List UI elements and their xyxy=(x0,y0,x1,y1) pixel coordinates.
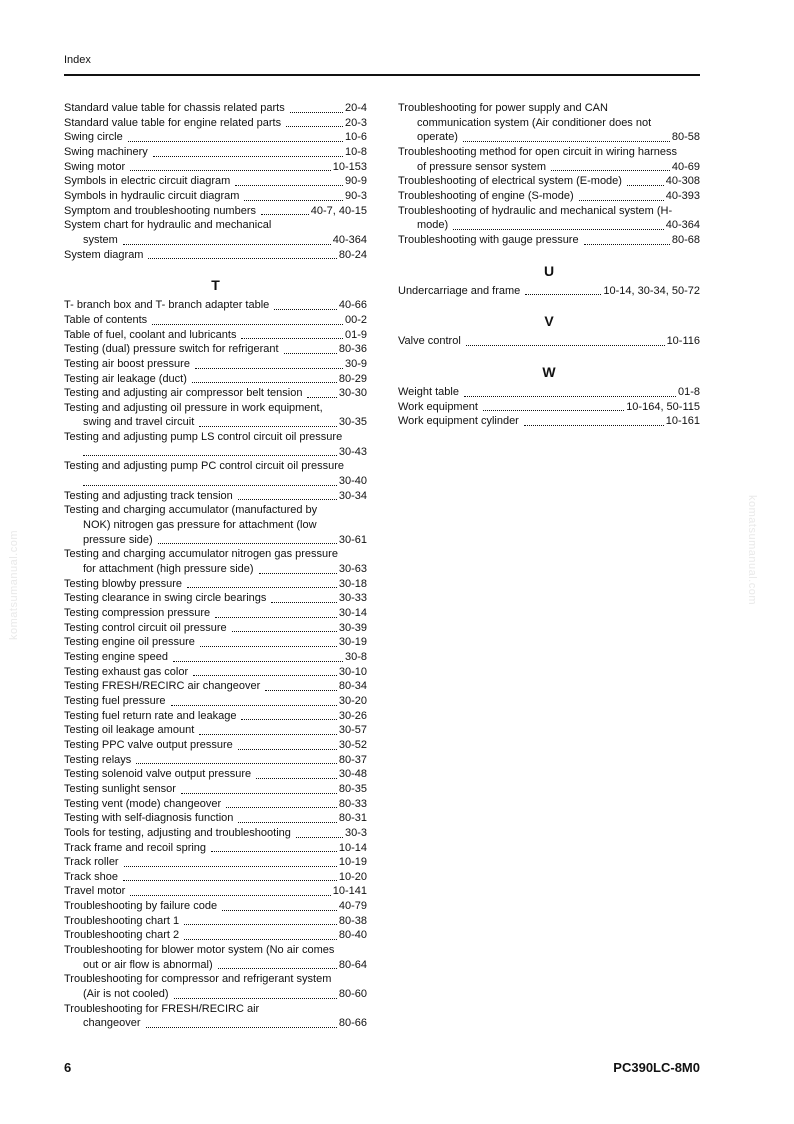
index-page-ref: 40-79 xyxy=(338,900,367,913)
index-entry-text: T- branch box and T- branch adapter table xyxy=(64,299,270,312)
index-entry-text: Symbols in hydraulic circuit diagram xyxy=(64,189,240,202)
index-entry-text: Testing exhaust gas color xyxy=(64,665,189,678)
leader-dots xyxy=(627,185,664,186)
index-entry xyxy=(64,357,367,372)
index-entry-text: (Air is not cooled) xyxy=(83,988,169,1001)
index-page-ref: 30-57 xyxy=(338,724,367,737)
index-entry xyxy=(398,204,700,233)
index-page-ref: 40-7, 40-15 xyxy=(310,204,367,217)
index-entry xyxy=(398,385,700,400)
index-entry-text: Troubleshooting for power supply and CAN xyxy=(398,102,608,114)
index-entry xyxy=(398,414,700,429)
index-page-ref: 10-14, 30-34, 50-72 xyxy=(603,284,700,297)
leader-dots xyxy=(290,112,343,113)
leader-dots xyxy=(83,455,337,456)
leader-dots xyxy=(192,382,337,383)
watermark-right: komatsumanual.com xyxy=(746,495,758,605)
index-entry xyxy=(64,189,367,204)
leader-dots xyxy=(238,499,337,500)
leader-dots xyxy=(579,200,664,201)
leader-dots xyxy=(232,631,337,632)
leader-dots xyxy=(153,156,343,157)
index-entry xyxy=(64,298,367,313)
index-page-ref: 10-141 xyxy=(332,885,367,898)
leader-dots xyxy=(265,690,337,691)
index-entry xyxy=(64,503,367,547)
leader-dots xyxy=(128,141,343,142)
index-page-ref: 10-164, 50-115 xyxy=(626,400,700,413)
index-page-ref: 80-64 xyxy=(338,958,367,971)
index-entry xyxy=(64,709,367,724)
index-page-ref: 40-308 xyxy=(665,175,700,188)
index-page-ref: 30-48 xyxy=(338,768,367,781)
leader-dots xyxy=(199,426,337,427)
leader-dots xyxy=(124,866,337,867)
index-section-letter: T xyxy=(211,277,220,294)
index-entry-text: pressure side) xyxy=(83,533,153,546)
leader-dots xyxy=(130,170,331,171)
leader-dots xyxy=(152,324,343,325)
index-page-ref: 30-14 xyxy=(338,607,367,619)
leader-dots xyxy=(187,587,337,588)
leader-dots xyxy=(286,126,343,127)
index-entry-text: Troubleshooting for blower motor system (No air comes xyxy=(64,944,335,957)
index-entry xyxy=(398,284,700,299)
leader-dots xyxy=(524,425,664,426)
index-section-letter: V xyxy=(544,313,554,330)
index-page-ref: 30-63 xyxy=(338,563,367,576)
index-page-ref: 80-66 xyxy=(338,1017,367,1030)
index-entry xyxy=(64,145,367,160)
index-entry xyxy=(64,342,367,357)
index-page-ref: 30-33 xyxy=(338,592,367,605)
leader-dots xyxy=(261,214,309,215)
leader-dots xyxy=(174,998,337,999)
index-entry-text: Testing FRESH/RECIRC air changeover xyxy=(64,680,261,693)
index-entry-text: communication system (Air conditioner does not xyxy=(417,116,652,129)
index-page-ref: 30-61 xyxy=(338,533,367,546)
index-page-ref: 30-39 xyxy=(338,621,367,634)
index-entry-text: Testing oil leakage amount xyxy=(64,724,195,737)
index-page-ref: 20-3 xyxy=(344,116,367,129)
index-entry xyxy=(398,174,700,189)
index-entry xyxy=(64,782,367,797)
index-page-ref: 80-68 xyxy=(671,233,700,246)
index-page-ref: 01-9 xyxy=(344,328,367,341)
leader-dots xyxy=(173,661,343,662)
index-entry xyxy=(64,884,367,899)
leader-dots xyxy=(284,353,337,354)
index-entry xyxy=(64,841,367,856)
index-entry xyxy=(64,826,367,841)
index-section-letter: W xyxy=(542,363,556,380)
index-page-ref: 30-26 xyxy=(338,709,367,722)
index-entry-text: Troubleshooting of hydraulic and mechanical system (H- xyxy=(398,204,673,217)
index-entry xyxy=(64,386,367,401)
index-entry xyxy=(64,899,367,914)
index-entry xyxy=(64,130,367,145)
index-page-ref: 80-60 xyxy=(338,988,367,1001)
leader-dots xyxy=(184,939,337,940)
footer-model-name: PC390LC-8M0 xyxy=(613,1060,700,1075)
index-entry xyxy=(64,797,367,812)
index-entry-text: Tools for testing, adjusting and troubleshooting xyxy=(64,826,291,839)
index-section-letter: U xyxy=(543,262,555,279)
index-page-ref: 10-161 xyxy=(665,415,700,428)
index-page-ref: 40-393 xyxy=(665,189,700,202)
index-page-ref: 30-35 xyxy=(338,416,367,429)
index-entry-text: swing and travel circuit xyxy=(83,416,195,429)
index-entry-text: Work equipment xyxy=(398,400,478,413)
leader-dots xyxy=(148,258,336,259)
index-entry xyxy=(64,914,367,929)
index-entry-text: NOK) nitrogen gas pressure for attachment (low xyxy=(83,519,317,532)
index-entry-text: Swing circle xyxy=(64,131,123,144)
leader-dots xyxy=(226,807,337,808)
index-page-ref: 30-30 xyxy=(338,387,367,400)
index-page-ref: 90-3 xyxy=(344,189,367,202)
index-entry xyxy=(64,547,367,576)
index-entry-text: Testing and adjusting track tension xyxy=(64,489,233,502)
index-entry xyxy=(64,855,367,870)
index-page-ref: 10-14 xyxy=(338,841,367,854)
leader-dots xyxy=(123,244,331,245)
index-page-ref: 10-153 xyxy=(332,160,367,173)
index-page-ref: 40-66 xyxy=(338,299,367,312)
leader-dots xyxy=(200,646,337,647)
index-entry-text: Testing with self-diagnosis function xyxy=(64,812,234,825)
index-page-ref: 30-43 xyxy=(338,445,367,458)
index-entry-text: Testing sunlight sensor xyxy=(64,782,176,795)
index-entry xyxy=(398,334,700,349)
index-entry-text: Swing motor xyxy=(64,160,126,173)
index-entry-text: Testing control circuit oil pressure xyxy=(64,621,227,634)
header-rule xyxy=(64,74,700,76)
index-entry-text: Track shoe xyxy=(64,870,119,883)
leader-dots xyxy=(296,837,343,838)
index-entry xyxy=(398,189,700,204)
index-entry-text: Testing blowby pressure xyxy=(64,577,183,590)
index-entry-text: Troubleshooting chart 1 xyxy=(64,914,180,927)
index-entry-text: Track roller xyxy=(64,856,119,869)
index-entry-text: Undercarriage and frame xyxy=(398,284,521,297)
index-entry xyxy=(64,870,367,885)
index-entry-text: Testing and adjusting pump LS control circuit oil pressure xyxy=(64,431,343,444)
index-entry-text: Standard value table for engine related parts xyxy=(64,116,282,129)
index-entry-text: Travel motor xyxy=(64,885,126,898)
index-entry xyxy=(64,606,367,621)
index-entry xyxy=(64,459,367,488)
leader-dots xyxy=(238,822,336,823)
index-entry xyxy=(64,621,367,636)
leader-dots xyxy=(466,345,665,346)
index-entry-text: Testing (dual) pressure switch for refrigerant xyxy=(64,343,279,356)
leader-dots xyxy=(195,368,343,369)
index-entry-text: Troubleshooting for FRESH/RECIRC air xyxy=(64,1002,260,1015)
index-entry xyxy=(64,753,367,768)
index-entry-text: Testing engine oil pressure xyxy=(64,636,195,649)
leader-dots xyxy=(171,705,337,706)
index-entry xyxy=(64,328,367,343)
index-entry-text: Troubleshooting of engine (S-mode) xyxy=(398,189,574,202)
index-page-ref: 80-35 xyxy=(338,782,367,795)
index-entry xyxy=(64,577,367,592)
leader-dots xyxy=(241,338,343,339)
index-entry-text: of pressure sensor system xyxy=(417,160,546,173)
leader-dots xyxy=(199,734,337,735)
index-entry xyxy=(64,160,367,175)
index-page-ref: 40-364 xyxy=(665,219,700,232)
index-entry xyxy=(64,116,367,131)
index-entry-text: Testing and adjusting air compressor belt tension xyxy=(64,387,303,400)
leader-dots xyxy=(551,170,670,171)
leader-dots xyxy=(181,793,337,794)
index-entry-text: Testing and adjusting pump PC control circuit oil pressure xyxy=(64,460,345,473)
index-page-ref: 30-10 xyxy=(338,665,367,678)
index-entry-text: changeover xyxy=(83,1017,141,1030)
index-entry-text: system xyxy=(83,233,118,246)
index-page-ref: 30-18 xyxy=(338,577,367,590)
leader-dots xyxy=(238,749,337,750)
leader-dots xyxy=(241,719,336,720)
index-entry xyxy=(64,665,367,680)
leader-dots xyxy=(464,396,676,397)
index-entry xyxy=(64,430,367,459)
index-entry-text: System chart for hydraulic and mechanical xyxy=(64,219,272,232)
index-entry-text: Testing air boost pressure xyxy=(64,357,190,370)
index-entry-text: Testing compression pressure xyxy=(64,607,211,619)
index-page-ref: 30-52 xyxy=(338,738,367,751)
leader-dots xyxy=(463,141,670,142)
leader-dots xyxy=(235,185,343,186)
index-page-ref: 90-9 xyxy=(344,175,367,188)
leader-dots xyxy=(274,309,337,310)
index-entry xyxy=(64,928,367,943)
index-entry-text: Testing and charging accumulator (manufactured by xyxy=(64,504,318,517)
leader-dots xyxy=(244,200,343,201)
index-entry-text: operate) xyxy=(417,131,458,144)
leader-dots xyxy=(453,229,664,230)
index-entry-text: Table of fuel, coolant and lubricants xyxy=(64,328,237,341)
index-entry xyxy=(64,401,367,430)
index-page-ref: 80-24 xyxy=(338,248,367,261)
index-entry xyxy=(398,101,700,145)
index-page-ref: 80-40 xyxy=(338,929,367,942)
index-column-right xyxy=(398,101,700,429)
index-entry-text: Testing air leakage (duct) xyxy=(64,372,187,385)
index-entry-text: Troubleshooting method for open circuit in wiring harness xyxy=(398,145,678,158)
index-entry-text: Testing vent (mode) changeover xyxy=(64,797,222,810)
index-page-ref: 80-29 xyxy=(338,372,367,385)
index-entry xyxy=(64,218,367,247)
index-entry xyxy=(64,767,367,782)
index-page-ref: 01-8 xyxy=(677,385,700,398)
index-entry-text: Symptom and troubleshooting numbers xyxy=(64,204,256,217)
leader-dots xyxy=(130,895,330,896)
index-entry xyxy=(398,400,700,415)
index-page-ref: 30-19 xyxy=(338,636,367,649)
index-entry xyxy=(64,738,367,753)
index-entry xyxy=(64,694,367,709)
leader-dots xyxy=(146,1027,337,1028)
leader-dots xyxy=(483,410,624,411)
index-page-ref: 40-364 xyxy=(332,233,367,246)
leader-dots xyxy=(222,910,337,911)
index-entry xyxy=(64,174,367,189)
index-entry-text: Testing solenoid valve output pressure xyxy=(64,768,252,781)
leader-dots xyxy=(259,573,337,574)
index-entry xyxy=(64,943,367,972)
index-entry-text: System diagram xyxy=(64,248,144,261)
index-entry-text: Symbols in electric circuit diagram xyxy=(64,175,231,188)
index-entry xyxy=(64,248,367,263)
index-page-ref: 10-20 xyxy=(338,870,367,883)
index-entry xyxy=(398,233,700,248)
index-entry-text: Standard value table for chassis related parts xyxy=(64,102,285,114)
index-page-ref: 80-36 xyxy=(338,343,367,356)
leader-dots xyxy=(271,602,336,603)
watermark-left: komatsumanual.com xyxy=(8,530,20,640)
index-page-ref: 40-69 xyxy=(671,160,700,173)
page-header-title: Index xyxy=(64,54,91,66)
index-entry-text: Testing PPC valve output pressure xyxy=(64,738,233,751)
index-entry xyxy=(64,313,367,328)
index-entry xyxy=(64,635,367,650)
index-page-ref: 00-2 xyxy=(344,313,367,326)
leader-dots xyxy=(218,968,337,969)
index-column-left xyxy=(64,101,367,1031)
index-page-ref: 30-9 xyxy=(344,357,367,370)
index-page-ref: 30-8 xyxy=(344,650,367,663)
index-entry xyxy=(64,204,367,219)
index-page-ref: 80-31 xyxy=(338,812,367,825)
index-entry-text: Testing fuel pressure xyxy=(64,694,166,707)
index-page-ref: 10-8 xyxy=(344,145,367,158)
index-entry xyxy=(64,1002,367,1031)
index-entry-text: Troubleshooting chart 2 xyxy=(64,929,180,942)
leader-dots xyxy=(184,924,337,925)
index-page-ref: 30-20 xyxy=(338,694,367,707)
index-entry-text: Troubleshooting of electrical system (E-mode) xyxy=(398,175,622,188)
leader-dots xyxy=(256,778,337,779)
index-page-ref: 10-19 xyxy=(338,856,367,869)
index-entry-text: Valve control xyxy=(398,335,461,348)
index-entry xyxy=(64,723,367,738)
index-entry-text: out or air flow is abnormal) xyxy=(83,958,213,971)
index-entry-text: Testing and adjusting oil pressure in work equipment, xyxy=(64,401,323,414)
index-entry xyxy=(64,811,367,826)
index-entry-text: Weight table xyxy=(398,385,459,398)
leader-dots xyxy=(307,397,336,398)
index-entry-text: Table of contents xyxy=(64,313,148,326)
footer-page-number: 6 xyxy=(64,1060,72,1075)
index-entry xyxy=(64,591,367,606)
leader-dots xyxy=(525,294,601,295)
index-page-ref: 30-40 xyxy=(338,475,367,488)
leader-dots xyxy=(215,617,337,618)
index-entry-text: for attachment (high pressure side) xyxy=(83,563,254,576)
index-page-ref: 80-33 xyxy=(338,797,367,810)
leader-dots xyxy=(158,543,337,544)
index-page-ref: 30-3 xyxy=(344,826,367,839)
index-entry xyxy=(64,372,367,387)
index-entry-text: Testing clearance in swing circle bearings xyxy=(64,592,267,605)
index-entry xyxy=(64,650,367,665)
index-entry-text: Testing and charging accumulator nitrogen gas pressure xyxy=(64,548,338,561)
index-entry-text: Work equipment cylinder xyxy=(398,415,519,428)
index-entry xyxy=(64,679,367,694)
index-page-ref: 80-58 xyxy=(671,131,700,144)
index-entry-text: Testing fuel return rate and leakage xyxy=(64,709,237,722)
index-entry-text: Troubleshooting with gauge pressure xyxy=(398,233,579,246)
index-entry xyxy=(398,145,700,174)
index-entry-text: Troubleshooting by failure code xyxy=(64,900,218,913)
leader-dots xyxy=(123,880,337,881)
index-entry-text: Troubleshooting for compressor and refrigerant system xyxy=(64,973,332,986)
leader-dots xyxy=(584,244,670,245)
index-page-ref: 10-116 xyxy=(666,335,700,348)
index-entry-text: Testing relays xyxy=(64,753,132,766)
index-page-ref: 20-4 xyxy=(344,102,367,114)
index-page-ref: 10-6 xyxy=(344,131,367,144)
index-entry xyxy=(64,972,367,1001)
index-page-ref: 80-38 xyxy=(338,914,367,927)
index-page-ref: 80-34 xyxy=(338,680,367,693)
leader-dots xyxy=(83,485,337,486)
index-entry-text: Swing machinery xyxy=(64,145,148,158)
index-entry-text: mode) xyxy=(417,219,449,232)
leader-dots xyxy=(211,851,337,852)
index-entry-text: Testing engine speed xyxy=(64,650,168,663)
index-page-ref: 30-34 xyxy=(338,489,367,502)
index-page-ref: 80-37 xyxy=(338,753,367,766)
index-entry-text: Track frame and recoil spring xyxy=(64,841,207,854)
index-entry xyxy=(64,101,367,116)
leader-dots xyxy=(193,675,337,676)
index-entry xyxy=(64,489,367,504)
leader-dots xyxy=(136,763,337,764)
